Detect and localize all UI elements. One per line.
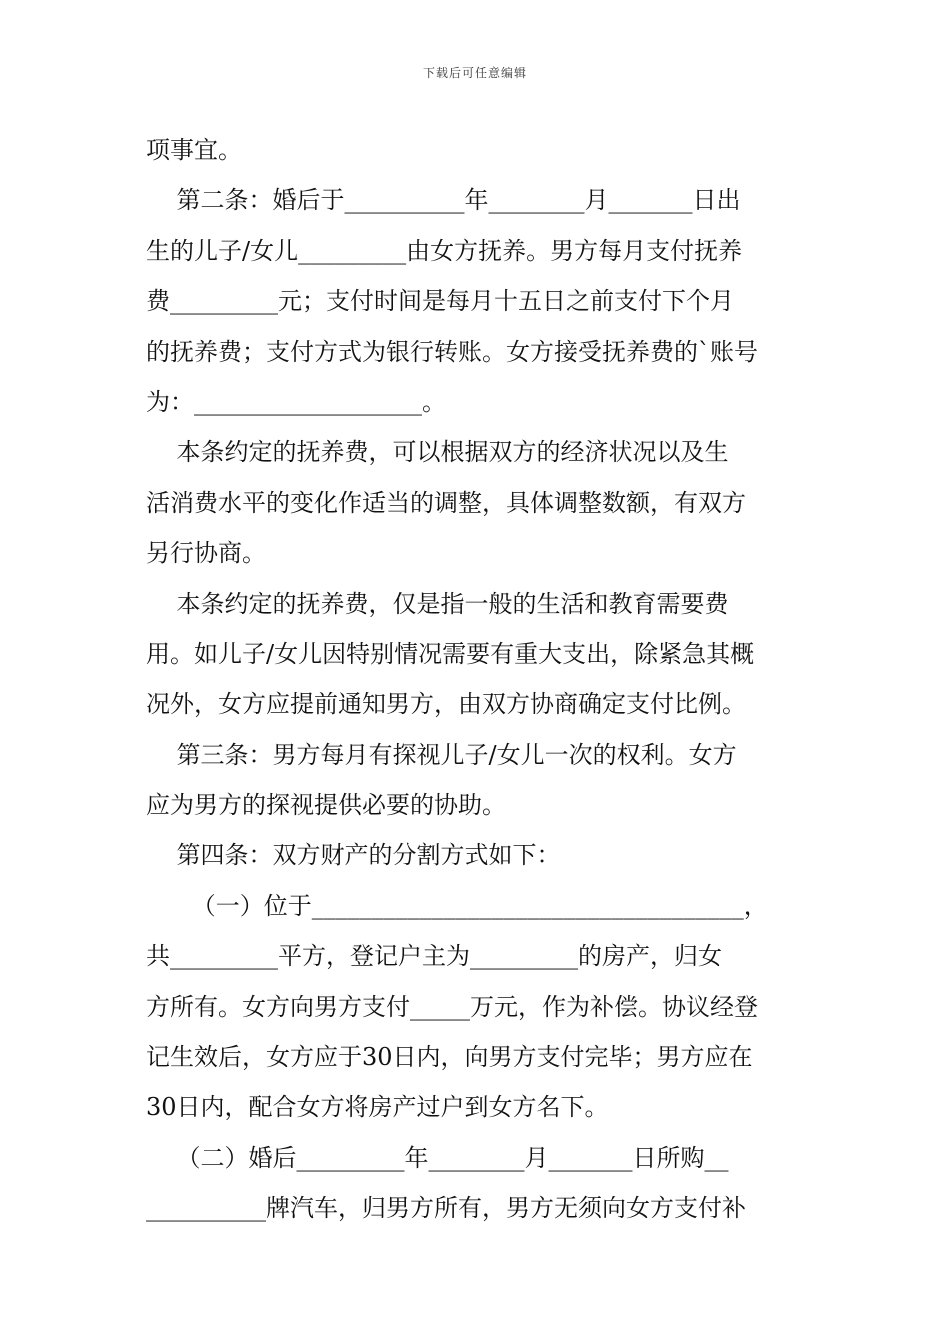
text-line: 生的儿子/女儿_________由女方抚养。男方每月支付抚养 (146, 236, 743, 265)
text-line: 30日内，配合女方将房产过户到女方名下。 (146, 1093, 609, 1122)
text-line: 共_________平方，登记户主为_________的房产，归女 (146, 942, 722, 971)
text-line: 费_________元；支付时间是每月十五日之前支付下个月 (146, 287, 734, 316)
document-body (146, 125, 826, 1234)
text-line: 本条约定的抚养费，可以根据双方的经济状况以及生 (146, 438, 729, 467)
text-line: （二）婚后_________年________月_______日所购__ (146, 1143, 729, 1172)
text-line: 况外，女方应提前通知男方，由双方协商确定支付比例。 (146, 690, 746, 719)
text-line: 方所有。女方向男方支付_____万元，作为补偿。协议经登 (146, 992, 758, 1021)
text-line: 本条约定的抚养费，仅是指一般的生活和教育需要费 (146, 589, 729, 618)
text-line: 记生效后，女方应于30日内，向男方支付完毕；男方应在 (146, 1043, 753, 1072)
text-line: 活消费水平的变化作适当的调整，具体调整数额，有双方 (146, 488, 746, 517)
text-line: 用。如儿子/女儿因特别情况需要有重大支出，除紧急其概 (146, 639, 755, 668)
text-line: 为：___________________。 (146, 387, 446, 416)
text-line: 第二条：婚后于__________年________月_______日出 (146, 186, 741, 215)
text-line: 项事宜。 (146, 136, 242, 164)
page-header: 下载后可任意编辑 (422, 66, 527, 80)
text-line: 第四条：双方财产的分割方式如下： (146, 841, 561, 870)
text-line: 第三条：男方每月有探视儿子/女儿一次的权利。女方 (146, 740, 737, 769)
text-line: 的抚养费；支付方式为银行转账。女方接受抚养费的`账号 (146, 337, 758, 366)
text-line: （一）位于____________________________________， (146, 891, 768, 920)
text-line: __________牌汽车，归男方所有，男方无须向女方支付补 (146, 1194, 746, 1223)
text-line: 应为男方的探视提供必要的协助。 (146, 791, 506, 820)
text-line: 另行协商。 (146, 539, 266, 568)
